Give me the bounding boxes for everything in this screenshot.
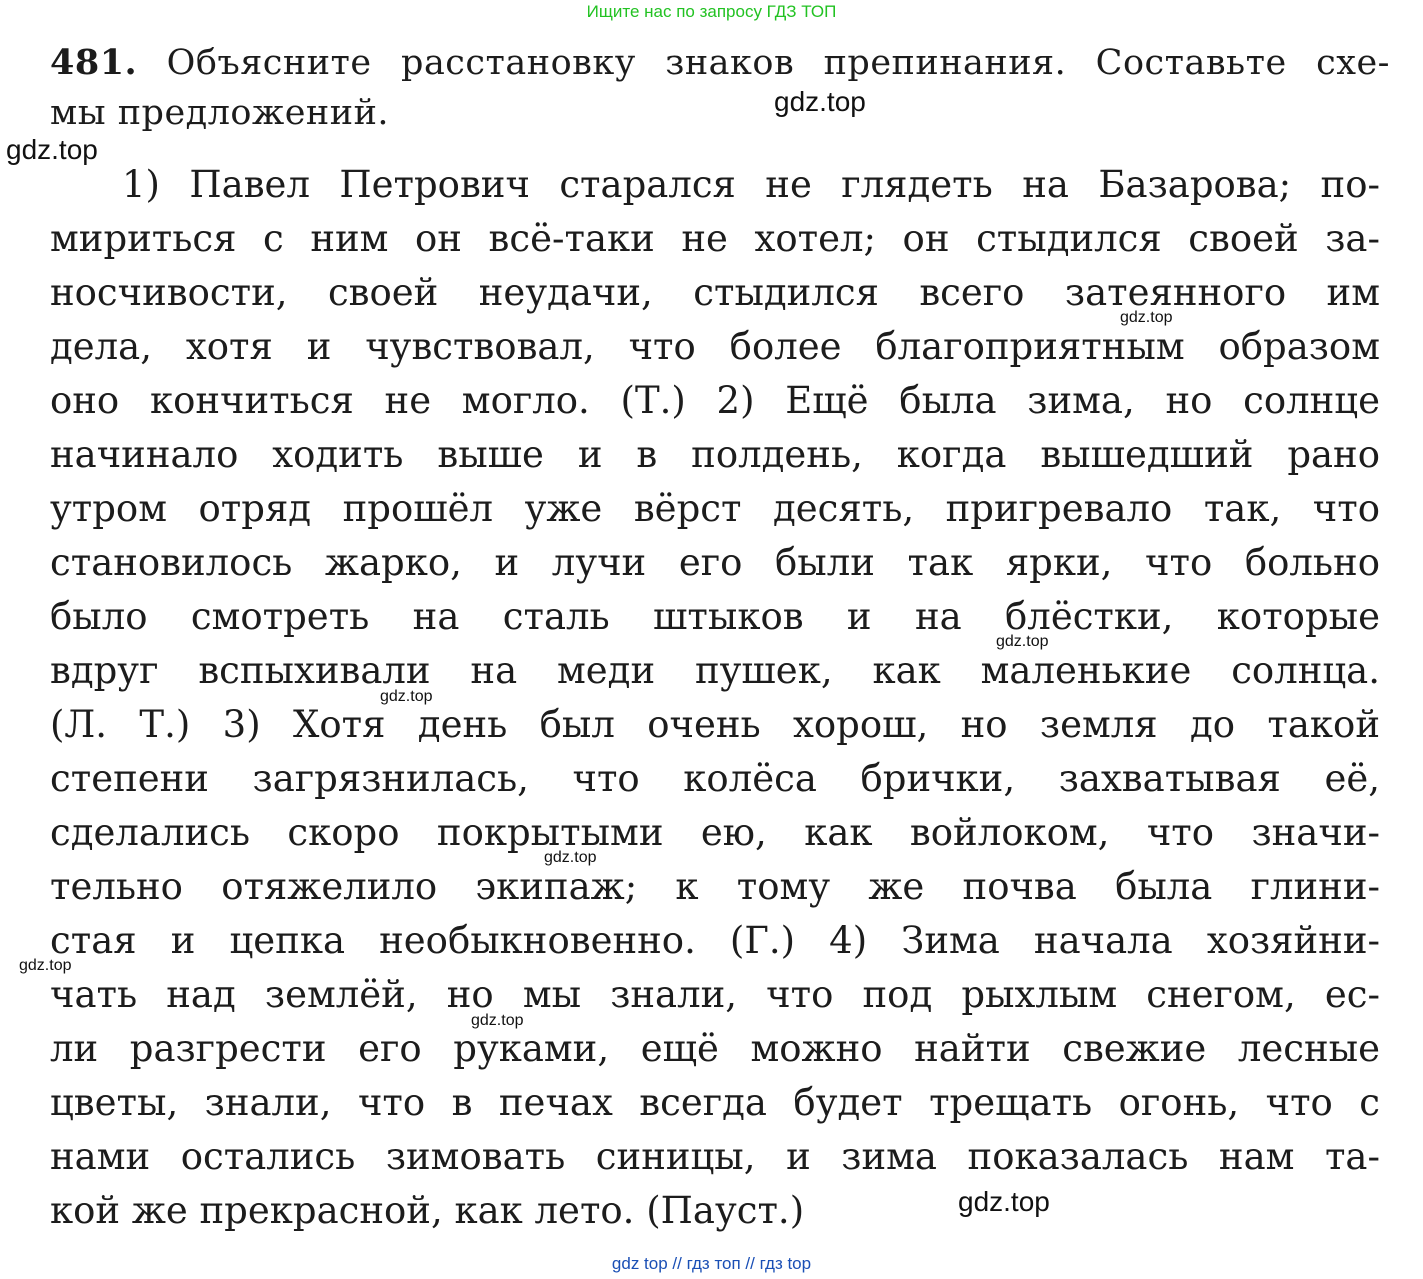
watermark: gdz.top <box>1120 309 1173 326</box>
text-line: утром отряд прошёл уже вёрст десять, пригревало так, что <box>50 487 1380 530</box>
text-line: цветы, знали, что в печах всегда будет трещать огонь, что с <box>50 1081 1380 1124</box>
text-line: вдруг вспыхивали на меди пушек, как маленькие солнца. <box>50 649 1380 692</box>
task-instruction-line-2: мы предложений. <box>50 93 390 133</box>
text-line: сделались скоро покрытыми ею, как войлоком, что значи- <box>50 811 1380 854</box>
text-line: стая и цепка необыкновенно. (Г.) 4) Зима начала хозяйни- <box>50 919 1380 962</box>
watermark: gdz.top <box>958 1186 1050 1217</box>
watermark: gdz.top <box>19 957 72 974</box>
watermark: gdz.top <box>471 1012 524 1029</box>
task-number: 481. <box>50 42 138 83</box>
text-line: степени загрязнилась, что колёса брички, захватывая её, <box>50 757 1380 800</box>
watermark: gdz.top <box>6 134 98 165</box>
watermark: gdz.top <box>544 849 597 866</box>
text-line: носчивости, своей неудачи, стыдился всего затеянного им <box>50 271 1380 314</box>
text-line: оно кончиться не могло. (Т.) 2) Ещё была зима, но солнце <box>50 379 1380 422</box>
text-line: ли разгрести его руками, ещё можно найти свежие лесные <box>50 1027 1380 1070</box>
text-line: было смотреть на сталь штыков и на блёстки, которые <box>50 595 1380 638</box>
watermark: gdz.top <box>380 688 433 705</box>
text-line: чать над землёй, но мы знали, что под рыхлым снегом, ес- <box>50 973 1380 1016</box>
text-line: (Л. Т.) 3) Хотя день был очень хорош, но земля до такой <box>50 703 1380 746</box>
footer-links: gdz top // гдз топ // гдз top <box>611 1254 812 1273</box>
text-line: 1) Павел Петрович старался не глядеть на Базарова; по- <box>122 163 1380 206</box>
text-line: дела, хотя и чувствовал, что более благоприятным образом <box>50 325 1380 368</box>
text-line: нами остались зимовать синицы, и зима показалась нам та- <box>50 1135 1380 1178</box>
text-line: мириться с ним он всё-таки не хотел; он стыдился своей за- <box>50 217 1380 260</box>
task-header <box>50 38 1390 138</box>
watermark: gdz.top <box>996 633 1049 650</box>
text-line: кой же прекрасной, как лето. (Пауст.) <box>50 1189 805 1232</box>
watermark: gdz.top <box>774 86 866 117</box>
search-banner: Ищите нас по запросу ГДЗ ТОП <box>586 2 837 21</box>
exercise-text <box>50 158 1380 1238</box>
task-instruction-line-1 <box>50 38 1390 88</box>
text-line: становилось жарко, и лучи его были так ярки, что больно <box>50 541 1380 584</box>
task-instruction: Объясните расстановку знаков препинания. Составьте схе- <box>166 43 1390 83</box>
text-line: тельно отяжелило экипаж; к тому же почва была глини- <box>50 865 1380 908</box>
text-line: начинало ходить выше и в полдень, когда вышедший рано <box>50 433 1380 476</box>
